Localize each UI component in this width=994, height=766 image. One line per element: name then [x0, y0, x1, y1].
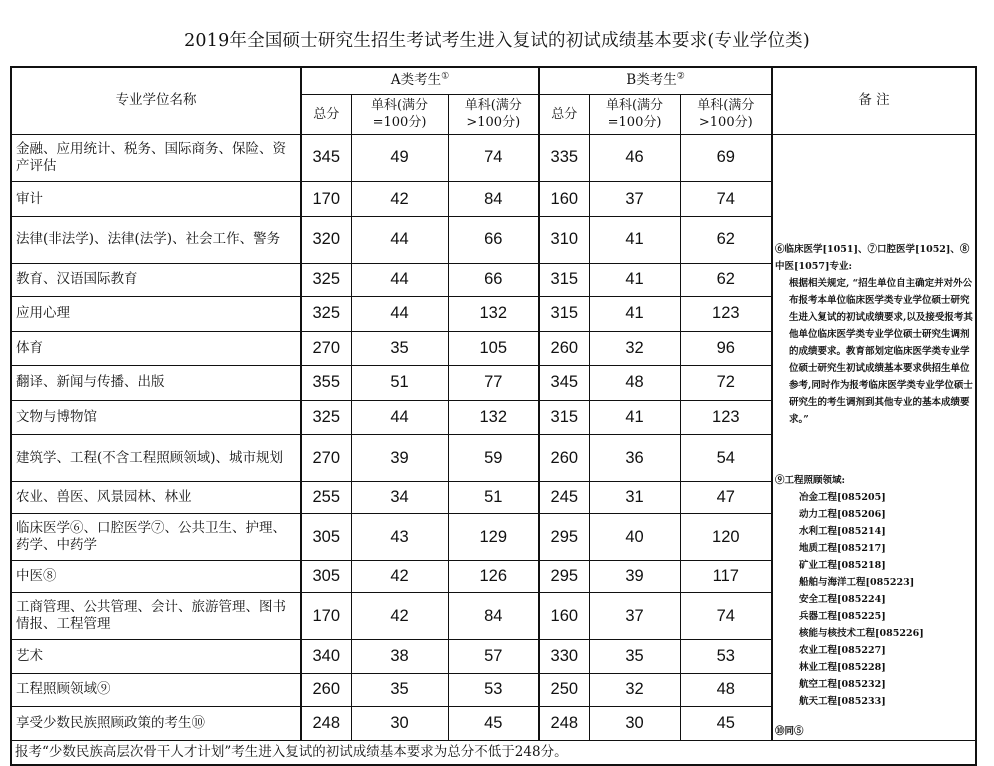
a-single-gt100-score: 132	[448, 297, 539, 332]
list-item: 航空工程[085232]	[799, 678, 886, 690]
b-single-gt100-score: 48	[680, 673, 772, 706]
b-single-gt100-score: 123	[680, 297, 772, 332]
a-single-gt100-score: 77	[448, 366, 539, 401]
a-total-score: 260	[301, 673, 351, 706]
remark-note-minority: ⑩同⑤	[775, 725, 804, 737]
a-total-score: 340	[301, 640, 351, 673]
major-name: 艺术	[11, 640, 301, 673]
a-single-gt100-score: 53	[448, 673, 539, 706]
group-a-footnote-mark: ①	[441, 71, 450, 82]
major-name: 工程照顾领域⑨	[11, 673, 301, 706]
a-single-gt100-score: 84	[448, 182, 539, 217]
a-single-100-score: 39	[351, 435, 448, 482]
a-total-score: 325	[301, 297, 351, 332]
b-single-gt100-header	[680, 94, 772, 134]
b-single-gt100-score: 120	[680, 514, 772, 561]
score-table	[10, 66, 977, 766]
b-single-gt100-score: 47	[680, 482, 772, 514]
list-item: 水利工程[085214]	[799, 525, 886, 537]
a-single-gt100-score: 84	[448, 593, 539, 640]
remarks-header: 备 注	[772, 67, 976, 134]
footer-note: 报考“少数民族高层次骨干人才计划”考生进入复试的初试成绩基本要求为总分不低于248分。	[11, 740, 976, 765]
b-total-score: 160	[539, 593, 589, 640]
major-name: 享受少数民族照顾政策的考生⑩	[11, 706, 301, 740]
b-single-100-score: 41	[589, 263, 680, 296]
b-total-score: 260	[539, 435, 589, 482]
a-single-gt100-score: 132	[448, 400, 539, 435]
remark-note-clinical-head: ⑥临床医学[1051]、⑦口腔医学[1052]、⑧中医[1057]专业:	[775, 243, 970, 272]
list-item: 船舶与海洋工程[085223]	[799, 576, 915, 588]
b-single-100-header	[589, 94, 680, 134]
a-single-gt100-line1: 单科(满分	[464, 98, 522, 113]
remarks-cell	[772, 134, 976, 740]
b-total-score: 315	[539, 400, 589, 435]
a-single-gt100-score: 45	[448, 706, 539, 740]
b-single-100-score: 39	[589, 561, 680, 593]
b-total-header: 总分	[539, 94, 589, 134]
a-total-score: 320	[301, 216, 351, 263]
b-single-gt100-score: 54	[680, 435, 772, 482]
major-name: 中医⑧	[11, 561, 301, 593]
group-a-header	[301, 67, 539, 94]
major-header: 专业学位名称	[11, 67, 301, 134]
footer-row	[11, 740, 976, 765]
list-item: 地质工程[085217]	[799, 542, 886, 554]
a-total-score: 270	[301, 435, 351, 482]
remark-note-clinical-body: 根据相关规定, “招生单位自主确定并对外公布报考本单位临床医学类专业学位硕士研究生进入复试的初试成绩要求,以及接受报考其他单位临床医学类专业学位硕士研究生调剂的成绩要求。教育部划定临床医学类专业学位硕士研究生初试成绩基本要求供招生单位参考,同时作为报考临床医学类专业学位硕士研究生的考生调剂到其他专业的基本成绩要求。”	[789, 277, 973, 425]
a-single-100-score: 30	[351, 706, 448, 740]
b-total-score: 335	[539, 134, 589, 182]
a-single-100-score: 44	[351, 297, 448, 332]
b-single-100-score: 36	[589, 435, 680, 482]
header-row-1	[11, 67, 976, 94]
a-total-score: 305	[301, 561, 351, 593]
b-total-score: 260	[539, 331, 589, 366]
a-total-header: 总分	[301, 94, 351, 134]
a-single-100-line1: 单科(满分	[370, 98, 429, 113]
b-total-score: 250	[539, 673, 589, 706]
a-single-gt100-score: 51	[448, 482, 539, 514]
b-single-100-score: 41	[589, 216, 680, 263]
b-single-gt100-score: 74	[680, 182, 772, 217]
a-total-score: 355	[301, 366, 351, 401]
b-single-gt100-score: 62	[680, 216, 772, 263]
a-single-100-score: 44	[351, 263, 448, 296]
a-single-100-score: 42	[351, 593, 448, 640]
list-item: 核能与核技术工程[085226]	[799, 627, 924, 639]
list-item: 动力工程[085206]	[799, 508, 886, 520]
b-total-score: 345	[539, 366, 589, 401]
major-name: 审计	[11, 182, 301, 217]
major-name: 工商管理、公共管理、会计、旅游管理、图书情报、工程管理	[11, 593, 301, 640]
a-single-100-score: 49	[351, 134, 448, 182]
list-item: 冶金工程[085205]	[799, 491, 886, 503]
b-single-100-line2: =100分)	[607, 115, 662, 130]
a-single-gt100-score: 57	[448, 640, 539, 673]
b-single-gt100-score: 123	[680, 400, 772, 435]
b-single-100-score: 48	[589, 366, 680, 401]
a-single-gt100-score: 66	[448, 216, 539, 263]
a-single-100-score: 44	[351, 216, 448, 263]
b-single-gt100-score: 74	[680, 593, 772, 640]
a-single-100-score: 43	[351, 514, 448, 561]
a-single-100-score: 38	[351, 640, 448, 673]
b-single-100-score: 46	[589, 134, 680, 182]
page-title: 2019年全国硕士研究生招生考试考生进入复试的初试成绩基本要求(专业学位类)	[184, 31, 810, 51]
b-total-score: 330	[539, 640, 589, 673]
list-item: 安全工程[085224]	[799, 593, 886, 605]
b-single-gt100-score: 69	[680, 134, 772, 182]
b-single-gt100-line1: 单科(满分	[697, 98, 755, 113]
b-single-100-score: 30	[589, 706, 680, 740]
a-total-score: 255	[301, 482, 351, 514]
list-item: 林业工程[085228]	[799, 661, 886, 673]
major-name: 临床医学⑥、口腔医学⑦、公共卫生、护理、药学、中药学	[11, 514, 301, 561]
list-item: 兵器工程[085225]	[799, 610, 886, 622]
a-total-score: 345	[301, 134, 351, 182]
a-single-gt100-line2: >100分)	[466, 115, 521, 130]
b-total-score: 295	[539, 514, 589, 561]
b-single-100-score: 41	[589, 297, 680, 332]
b-single-100-score: 31	[589, 482, 680, 514]
a-single-gt100-score: 129	[448, 514, 539, 561]
b-single-gt100-line2: >100分)	[698, 115, 753, 130]
major-name: 应用心理	[11, 297, 301, 332]
b-single-100-score: 37	[589, 593, 680, 640]
a-single-100-score: 44	[351, 400, 448, 435]
b-total-score: 160	[539, 182, 589, 217]
a-single-100-score: 42	[351, 561, 448, 593]
a-total-score: 325	[301, 400, 351, 435]
b-single-gt100-score: 72	[680, 366, 772, 401]
b-total-score: 295	[539, 561, 589, 593]
major-name: 教育、汉语国际教育	[11, 263, 301, 296]
remark-note-engineering-head: ⑨工程照顾领域:	[775, 474, 846, 486]
b-single-gt100-score: 62	[680, 263, 772, 296]
remark-note-clinical	[775, 241, 973, 428]
group-b-footnote-mark: ②	[676, 71, 685, 82]
a-single-100-score: 34	[351, 482, 448, 514]
a-single-gt100-score: 126	[448, 561, 539, 593]
b-single-100-score: 37	[589, 182, 680, 217]
major-name: 法律(非法学)、法律(法学)、社会工作、警务	[11, 216, 301, 263]
major-name: 农业、兽医、风景园林、林业	[11, 482, 301, 514]
group-b-header	[539, 67, 772, 94]
a-total-score: 305	[301, 514, 351, 561]
a-total-score: 325	[301, 263, 351, 296]
group-a-label: A类考生	[390, 72, 442, 89]
b-single-gt100-score: 45	[680, 706, 772, 740]
b-single-gt100-score: 117	[680, 561, 772, 593]
list-item: 航天工程[085233]	[799, 695, 886, 707]
a-single-gt100-score: 59	[448, 435, 539, 482]
b-total-score: 315	[539, 263, 589, 296]
major-name: 建筑学、工程(不含工程照顾领域)、城市规划	[11, 435, 301, 482]
a-single-gt100-header	[448, 94, 539, 134]
list-item: 矿业工程[085218]	[799, 559, 886, 571]
a-single-100-score: 51	[351, 366, 448, 401]
a-total-score: 170	[301, 593, 351, 640]
major-name: 金融、应用统计、税务、国际商务、保险、资产评估	[11, 134, 301, 182]
a-single-gt100-score: 66	[448, 263, 539, 296]
major-name: 翻译、新闻与传播、出版	[11, 366, 301, 401]
a-single-100-score: 42	[351, 182, 448, 217]
major-name: 文物与博物馆	[11, 400, 301, 435]
major-name: 体育	[11, 331, 301, 366]
b-total-score: 245	[539, 482, 589, 514]
b-single-100-score: 35	[589, 640, 680, 673]
b-single-100-score: 32	[589, 331, 680, 366]
a-total-score: 248	[301, 706, 351, 740]
b-single-gt100-score: 53	[680, 640, 772, 673]
b-single-100-line1: 单科(满分	[605, 98, 664, 113]
b-total-score: 248	[539, 706, 589, 740]
b-single-100-score: 32	[589, 673, 680, 706]
a-single-100-header	[351, 94, 448, 134]
a-single-100-score: 35	[351, 673, 448, 706]
b-single-100-score: 40	[589, 514, 680, 561]
b-single-gt100-score: 96	[680, 331, 772, 366]
group-b-label: B类考生	[626, 72, 677, 89]
b-total-score: 315	[539, 297, 589, 332]
a-total-score: 170	[301, 182, 351, 217]
table-row	[11, 134, 976, 182]
a-single-gt100-score: 105	[448, 331, 539, 366]
b-total-score: 310	[539, 216, 589, 263]
a-total-score: 270	[301, 331, 351, 366]
b-single-100-score: 41	[589, 400, 680, 435]
a-single-100-score: 35	[351, 331, 448, 366]
remark-note-engineering	[775, 472, 973, 710]
list-item: 农业工程[085227]	[799, 644, 886, 656]
a-single-gt100-score: 74	[448, 134, 539, 182]
a-single-100-line2: =100分)	[372, 115, 427, 130]
